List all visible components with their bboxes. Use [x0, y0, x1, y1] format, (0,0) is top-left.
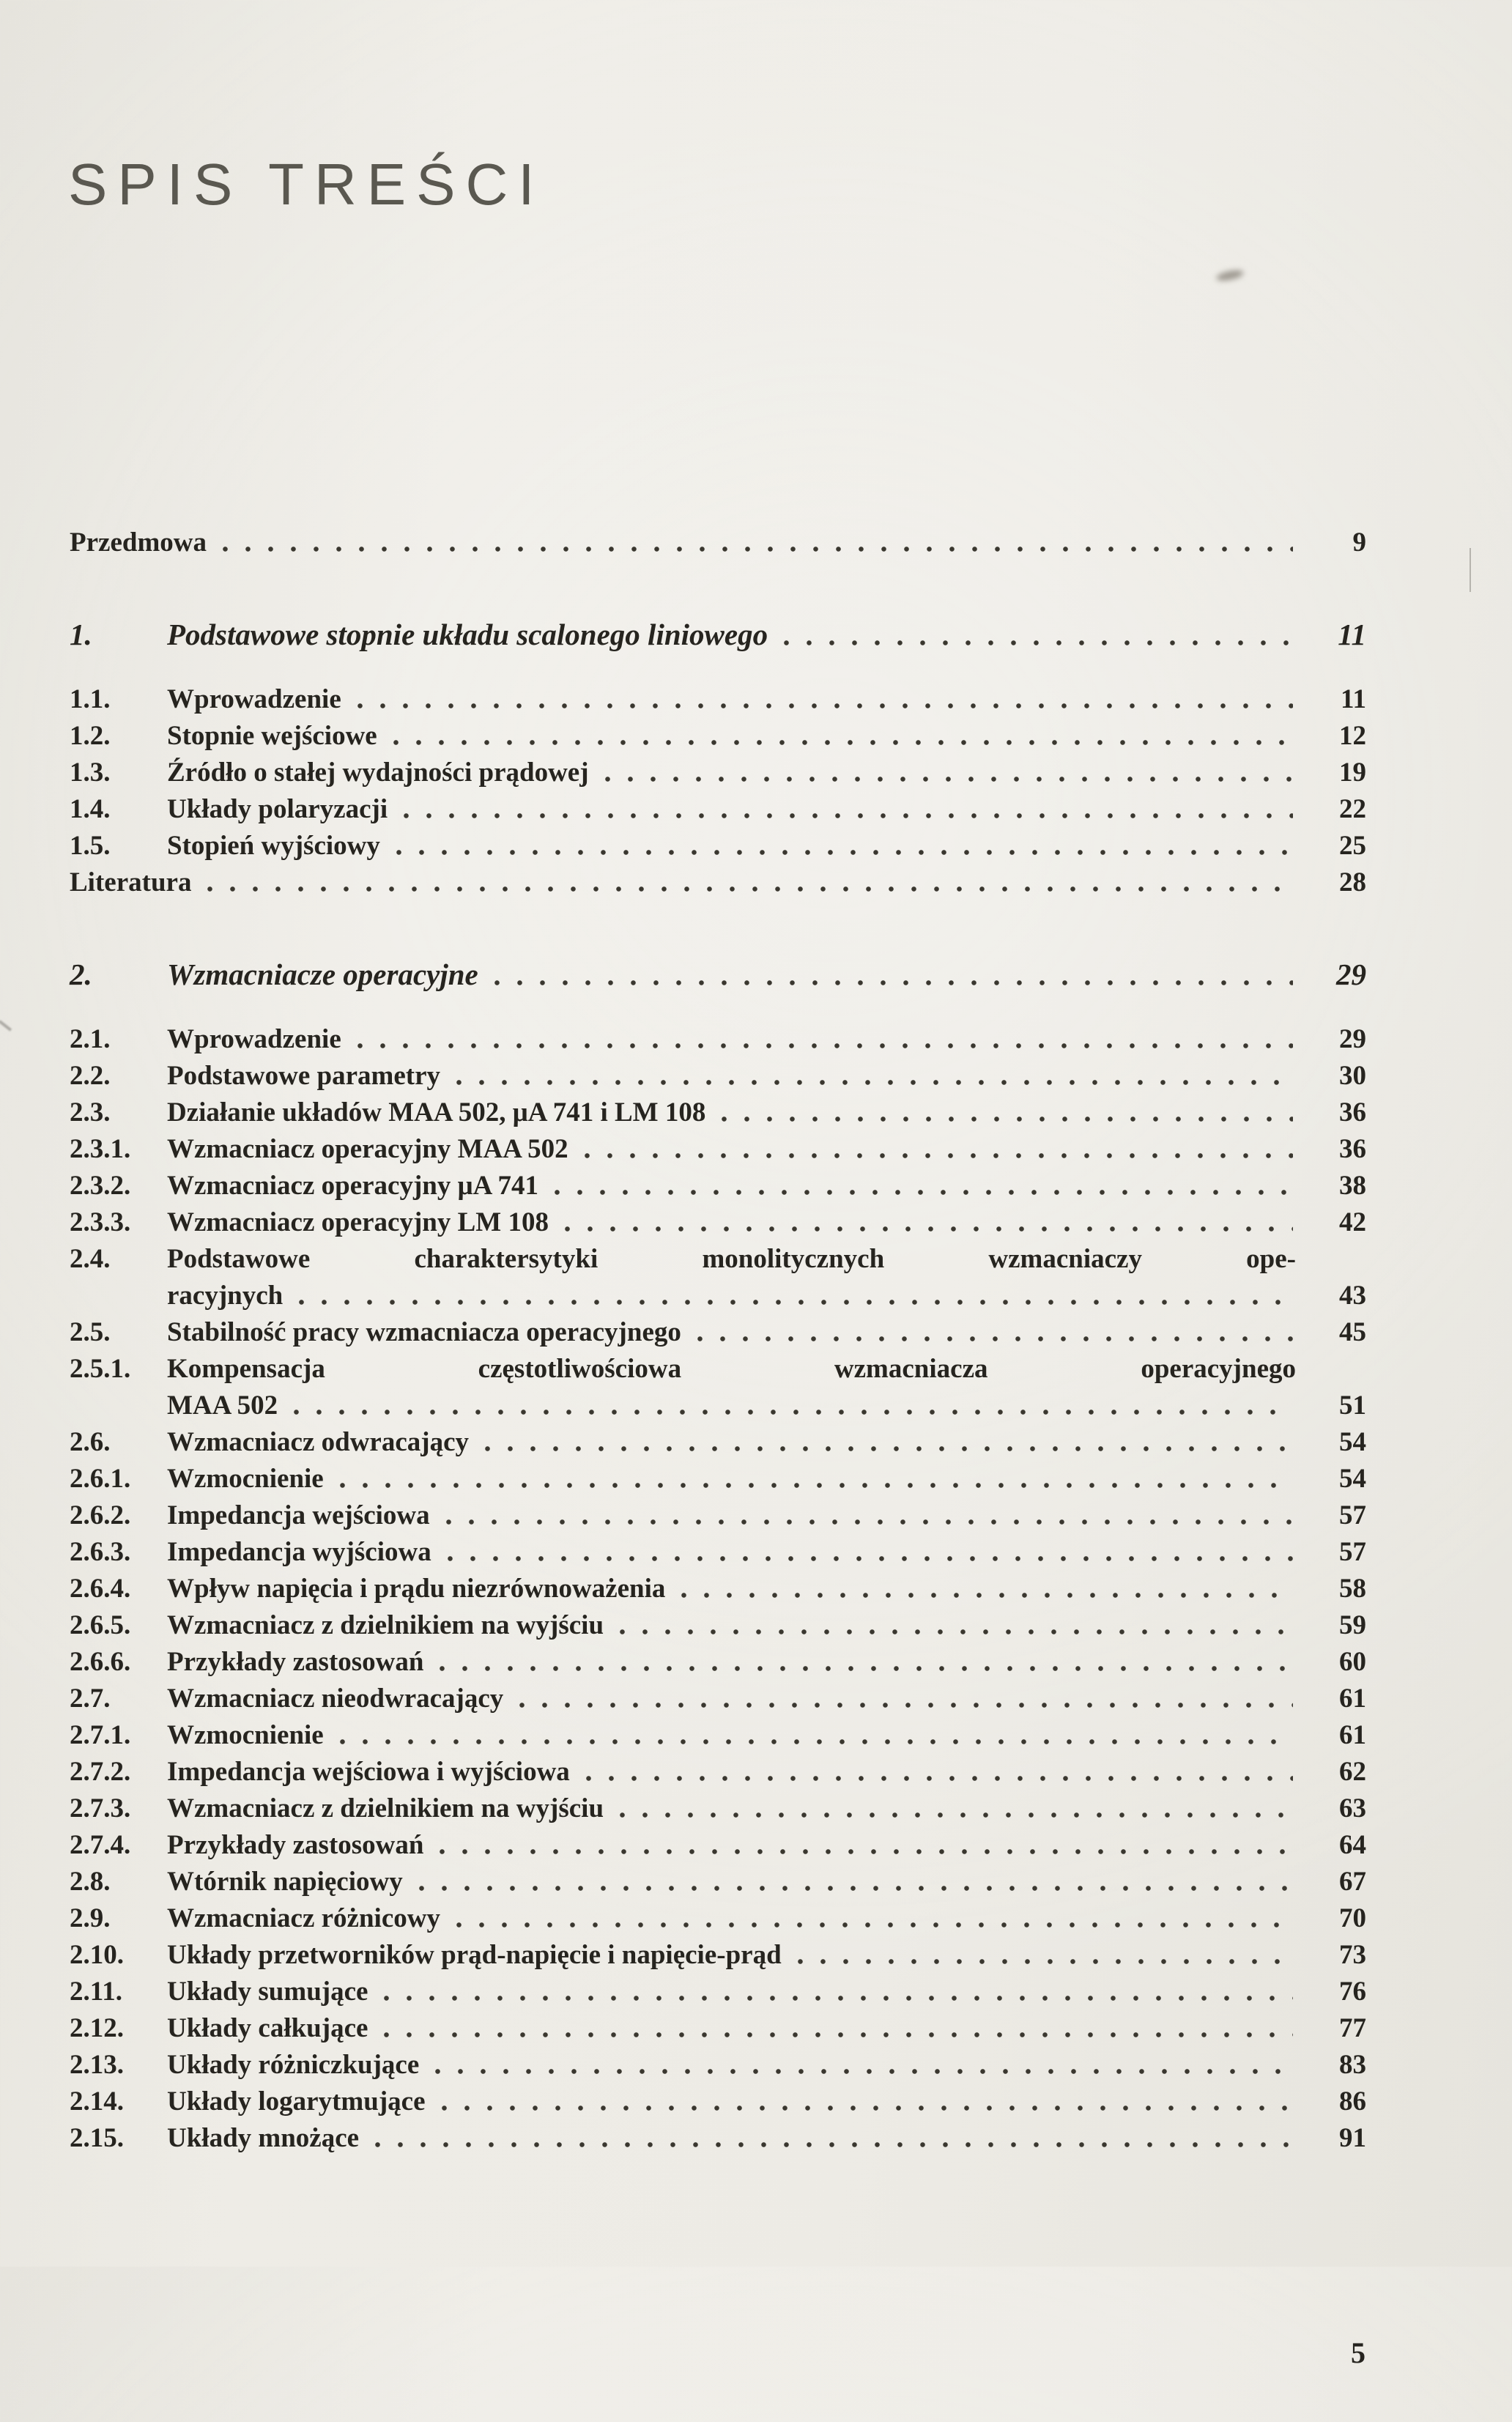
toc-entry-title: Wzmacniacz nieodwracający [167, 1684, 504, 1714]
toc-entry-number: 1.3. [70, 758, 111, 788]
toc-entry-page: 25 [1339, 831, 1366, 861]
toc-entry-page: 67 [1339, 1867, 1366, 1897]
dot-leader [357, 703, 1293, 708]
dot-leader [555, 1190, 1293, 1195]
toc-row [70, 1568, 1366, 1604]
dot-leader [435, 2069, 1293, 2074]
toc-row [70, 1788, 1366, 1824]
toc-entry-title: Stopień wyjściowy [167, 831, 380, 861]
toc-entry-number: 2.8. [70, 1867, 111, 1897]
toc-entry-title: Podstawowe charaktersytyki monolitycznych wzmacniaczy ope- [167, 1244, 1296, 1274]
dot-leader [494, 980, 1293, 985]
toc-row-line [70, 2117, 1366, 2154]
toc-row-line [70, 605, 1366, 652]
toc-entry-title: Układy różniczkujące [167, 2050, 420, 2080]
toc-row-line [70, 1971, 1366, 2007]
toc-row [70, 1824, 1366, 1861]
toc-entry-number: 2. [70, 958, 92, 991]
toc-row-line [70, 1092, 1366, 1128]
toc-entry-number: 1.5. [70, 831, 111, 861]
toc-row [70, 1421, 1366, 1458]
toc-entry-number: 1.1. [70, 684, 111, 714]
toc-entry-page: 29 [1336, 958, 1366, 991]
toc-row [70, 1604, 1366, 1641]
dot-leader [565, 1226, 1293, 1232]
toc-entry-number: 2.6.6. [70, 1647, 131, 1677]
toc-entry-page: 12 [1339, 721, 1366, 751]
toc-entry-number: 2.7.1. [70, 1720, 131, 1750]
dot-leader [585, 1153, 1293, 1158]
toc-entry-title: Układy sumujące [167, 1977, 368, 2007]
toc-row-line [70, 1861, 1366, 1897]
dot-leader [340, 1739, 1293, 1744]
toc-row-line [70, 752, 1366, 788]
toc-row [70, 752, 1366, 788]
toc-entry-title: Kompensacja częstotliwościowa wzmacniacza operacyjnego [167, 1354, 1296, 1384]
toc-entry-page: 51 [1339, 1390, 1366, 1421]
toc-entry-page: 63 [1339, 1793, 1366, 1823]
dot-leader [605, 777, 1293, 782]
toc-row-line [70, 2081, 1366, 2117]
toc-row-line [70, 1641, 1366, 1678]
dot-leader [340, 1483, 1293, 1488]
toc-row-line [70, 715, 1366, 752]
toc-row-line [70, 1495, 1366, 1531]
toc-entry-page: 28 [1339, 867, 1366, 897]
toc-entry-title: Wprowadzenie [167, 684, 341, 714]
dot-leader [519, 1703, 1293, 1708]
toc-entry-page: 19 [1339, 758, 1366, 788]
dot-leader [697, 1336, 1293, 1341]
toc-entry-title: Wzmacniacz odwracający [167, 1427, 470, 1457]
dot-leader [357, 1043, 1293, 1048]
toc-row-line [70, 1238, 1366, 1275]
toc-entry-number: 2.5.1. [70, 1354, 131, 1384]
toc-entry-title: Wzmacniacz operacyjny μA 741 [167, 1171, 539, 1201]
toc-entry-page: 64 [1339, 1830, 1366, 1860]
toc-entry-title: Wtórnik napięciowy [167, 1867, 403, 1897]
toc-entry-page: 54 [1339, 1427, 1366, 1457]
toc-row-line [70, 1678, 1366, 1714]
toc-row [70, 1861, 1366, 1897]
toc-row-line [70, 945, 1366, 992]
toc-row [70, 1055, 1366, 1092]
toc-entry-title: Wzmocnienie [167, 1720, 324, 1750]
toc-entry-page: 61 [1339, 1684, 1366, 1714]
toc-entry-page: 73 [1339, 1940, 1366, 1970]
toc-entry-page: 43 [1339, 1281, 1366, 1311]
toc-entry-number: 2.6.3. [70, 1537, 131, 1567]
toc-entry-number: 2.11. [70, 1977, 122, 2007]
toc-row-line-continued [70, 1275, 1366, 1311]
toc-row [70, 1531, 1366, 1568]
toc-entry-page: 61 [1339, 1720, 1366, 1750]
toc-row [70, 1201, 1366, 1238]
toc-row-line [70, 1824, 1366, 1861]
toc-entry-page: 76 [1339, 1977, 1366, 2007]
toc-row-line [70, 1604, 1366, 1641]
toc-entry-title: Wzmocnienie [167, 1464, 324, 1494]
toc-row [70, 2117, 1366, 2154]
toc-entry-number: 2.6.2. [70, 1500, 131, 1530]
toc-entry-title: Wzmacniacz operacyjny MAA 502 [167, 1134, 568, 1164]
toc-entry-title: Wzmacniacz z dzielnikiem na wyjściu [167, 1793, 604, 1823]
toc-entry-number: 2.7. [70, 1684, 111, 1714]
toc-row [70, 1458, 1366, 1495]
toc-row [70, 2007, 1366, 2044]
toc-row-line [70, 1714, 1366, 1751]
toc-entry-number: 2.9. [70, 1903, 111, 1933]
toc-entry-title: Wprowadzenie [167, 1024, 341, 1054]
toc-entry-number: 2.6.5. [70, 1610, 131, 1640]
toc-entry-title: Podstawowe parametry [167, 1061, 440, 1091]
toc-entry-number: 2.3. [70, 1097, 111, 1127]
toc-entry-title: Układy całkujące [167, 2013, 368, 2043]
toc-row [70, 1092, 1366, 1128]
toc-entry-number: 2.5. [70, 1317, 111, 1347]
toc-entry-page: 54 [1339, 1464, 1366, 1494]
toc-row [70, 715, 1366, 752]
dot-leader [384, 1996, 1293, 2001]
toc-row [70, 862, 1366, 898]
toc-entry-title: Przykłady zastosowań [167, 1647, 424, 1677]
toc-entry-page: 91 [1339, 2123, 1366, 2153]
toc-row [70, 1495, 1366, 1531]
toc-entry-title: Wpływ napięcia i prądu niezrównoważenia [167, 1574, 666, 1604]
toc-row-line [70, 1788, 1366, 1824]
toc-row-line [70, 1934, 1366, 1971]
toc-entry-number: 2.4. [70, 1244, 111, 1274]
toc-entry-title: Źródło o stałej wydajności prądowej [167, 758, 589, 788]
dot-leader [384, 2032, 1293, 2037]
dot-leader [448, 1556, 1293, 1561]
toc-row-line [70, 1128, 1366, 1165]
toc-row [70, 2044, 1366, 2081]
dot-leader [207, 886, 1293, 892]
toc-entry-number: 2.2. [70, 1061, 111, 1091]
toc-entry-title: Impedancja wejściowa i wyjściowa [167, 1757, 570, 1787]
toc-row [70, 1714, 1366, 1751]
toc-row-line [70, 1201, 1366, 1238]
dot-leader [393, 740, 1293, 745]
dot-leader [485, 1446, 1293, 1451]
toc-row [70, 522, 1366, 558]
toc-row-line [70, 1018, 1366, 1055]
toc-entry-number: 2.7.3. [70, 1793, 131, 1823]
dot-leader [299, 1300, 1293, 1305]
toc-row [70, 1311, 1366, 1348]
toc-entry-page: 58 [1339, 1574, 1366, 1604]
toc-row-line [70, 1311, 1366, 1348]
toc-entry-title: Impedancja wyjściowa [167, 1537, 431, 1567]
toc-entry-title: Stopnie wejściowe [167, 721, 377, 751]
toc-entry-number: 2.10. [70, 1940, 124, 1970]
toc-entry-number: 2.14. [70, 2086, 124, 2117]
toc-entry-page: 22 [1339, 794, 1366, 824]
dot-leader [798, 1959, 1293, 1964]
toc-list [70, 522, 1366, 2154]
dot-leader [446, 1519, 1293, 1525]
toc-entry-page: 36 [1339, 1134, 1366, 1164]
toc-entry-page: 57 [1339, 1537, 1366, 1567]
toc-row [70, 1971, 1366, 2007]
toc-entry-number: 2.6.4. [70, 1574, 131, 1604]
toc-row [70, 945, 1366, 992]
toc-entry-title: Literatura [70, 867, 192, 897]
dot-leader [784, 640, 1293, 645]
toc-row [70, 1641, 1366, 1678]
toc-entry-page: 30 [1339, 1061, 1366, 1091]
toc-entry-page: 83 [1339, 2050, 1366, 2080]
toc-entry-number: 2.3.2. [70, 1171, 131, 1201]
toc-row [70, 1018, 1366, 1055]
toc-row [70, 1678, 1366, 1714]
dot-leader [722, 1116, 1293, 1122]
dot-leader [620, 1629, 1293, 1634]
toc-row-line [70, 1751, 1366, 1788]
toc-entry-page: 59 [1339, 1610, 1366, 1640]
dot-leader [375, 2142, 1293, 2147]
toc-row-line-continued [70, 1385, 1366, 1421]
toc-entry-number: 2.6. [70, 1427, 111, 1457]
toc-entry-number: 1.4. [70, 794, 111, 824]
toc-entry-number: 2.15. [70, 2123, 124, 2153]
toc-row [70, 1751, 1366, 1788]
scanned-book-page [0, 152, 1512, 2422]
toc-row-line [70, 1348, 1366, 1385]
scan-edge-artifact [0, 1020, 12, 1031]
toc-entry-title-continued: racyjnych [167, 1281, 284, 1311]
dot-leader [419, 1886, 1293, 1891]
toc-entry-number: 1. [70, 618, 92, 651]
toc-row-line [70, 2044, 1366, 2081]
toc-row-line [70, 1568, 1366, 1604]
toc-entry-number: 2.3.1. [70, 1134, 131, 1164]
toc-row [70, 678, 1366, 715]
toc-entry-page: 45 [1339, 1317, 1366, 1347]
toc-entry-title: Układy mnożące [167, 2123, 360, 2153]
toc-entry-title: Wzmacniacze operacyjne [167, 958, 478, 991]
toc-entry-number: 2.6.1. [70, 1464, 131, 1494]
dot-leader [442, 2106, 1294, 2111]
toc-entry-title: Przedmowa [70, 527, 207, 558]
toc-row-line [70, 1421, 1366, 1458]
toc-entry-title: Impedancja wejściowa [167, 1500, 430, 1530]
scan-hairline-artifact [1470, 548, 1471, 592]
dot-leader [456, 1080, 1293, 1085]
page-title: SPIS TREŚCI [68, 152, 545, 217]
toc-entry-title: Stabilność pracy wzmacniacza operacyjnego [167, 1317, 681, 1347]
toc-entry-number: 2.12. [70, 2013, 124, 2043]
toc-row [70, 1897, 1366, 1934]
toc-entry-page: 38 [1339, 1171, 1366, 1201]
toc-row-line [70, 862, 1366, 898]
toc-entry-number: 2.1. [70, 1024, 111, 1054]
dot-leader [404, 813, 1293, 818]
footer-page-number: 5 [1351, 2336, 1365, 2369]
toc-entry-title: Wzmacniacz z dzielnikiem na wyjściu [167, 1610, 604, 1640]
toc-entry-page: 77 [1339, 2013, 1366, 2043]
toc-entry-number: 2.7.2. [70, 1757, 131, 1787]
toc-entry-title: Wzmacniacz operacyjny LM 108 [167, 1207, 549, 1237]
dot-leader [620, 1812, 1293, 1818]
toc-row [70, 1165, 1366, 1201]
toc-row-line [70, 678, 1366, 715]
toc-row-line [70, 1897, 1366, 1934]
toc-entry-page: 57 [1339, 1500, 1366, 1530]
toc-entry-title: Działanie układów MAA 502, μA 741 i LM 108 [167, 1097, 706, 1127]
toc-row [70, 2081, 1366, 2117]
scan-smudge [1215, 268, 1245, 283]
toc-entry-number: 2.3.3. [70, 1207, 131, 1237]
toc-row [70, 1934, 1366, 1971]
toc-entry-number: 2.13. [70, 2050, 124, 2080]
toc-entry-page: 60 [1339, 1647, 1366, 1677]
toc-entry-title: Podstawowe stopnie układu scalonego liniowego [167, 618, 768, 651]
toc-entry-page: 70 [1339, 1903, 1366, 1933]
dot-leader [396, 850, 1293, 855]
toc-row-line [70, 825, 1366, 862]
toc-entry-title: Wzmacniacz różnicowy [167, 1903, 440, 1933]
toc-row-line [70, 522, 1366, 558]
toc-entry-title: Układy przetworników prąd-napięcie i napięcie-prąd [167, 1940, 782, 1970]
toc-row [70, 1238, 1366, 1311]
toc-entry-title-continued: MAA 502 [167, 1390, 278, 1421]
toc-row-line [70, 1165, 1366, 1201]
toc-entry-page: 86 [1339, 2086, 1366, 2117]
toc-row-line [70, 1055, 1366, 1092]
toc-entry-title: Układy polaryzacji [167, 794, 388, 824]
toc-entry-page: 11 [1338, 618, 1366, 651]
toc-row [70, 825, 1366, 862]
toc-entry-page: 29 [1339, 1024, 1366, 1054]
dot-leader [223, 547, 1293, 552]
toc-row [70, 788, 1366, 825]
dot-leader [456, 1922, 1293, 1927]
dot-leader [440, 1666, 1293, 1671]
dot-leader [681, 1593, 1293, 1598]
dot-leader [440, 1849, 1293, 1854]
dot-leader [294, 1410, 1293, 1415]
toc-entry-page: 42 [1339, 1207, 1366, 1237]
toc-entry-page: 62 [1339, 1757, 1366, 1787]
toc-entry-title: Przykłady zastosowań [167, 1830, 424, 1860]
toc-row [70, 1348, 1366, 1421]
toc-row-line [70, 788, 1366, 825]
toc-entry-title: Układy logarytmujące [167, 2086, 426, 2117]
dot-leader [586, 1776, 1293, 1781]
toc-entry-number: 2.7.4. [70, 1830, 131, 1860]
toc-entry-number: 1.2. [70, 721, 111, 751]
toc-row [70, 605, 1366, 652]
toc-entry-page: 36 [1339, 1097, 1366, 1127]
toc-row-line [70, 2007, 1366, 2044]
toc-row [70, 1128, 1366, 1165]
toc-entry-page: 9 [1352, 527, 1366, 558]
toc-row-line [70, 1531, 1366, 1568]
toc-row-line [70, 1458, 1366, 1495]
toc-entry-page: 11 [1341, 684, 1366, 714]
